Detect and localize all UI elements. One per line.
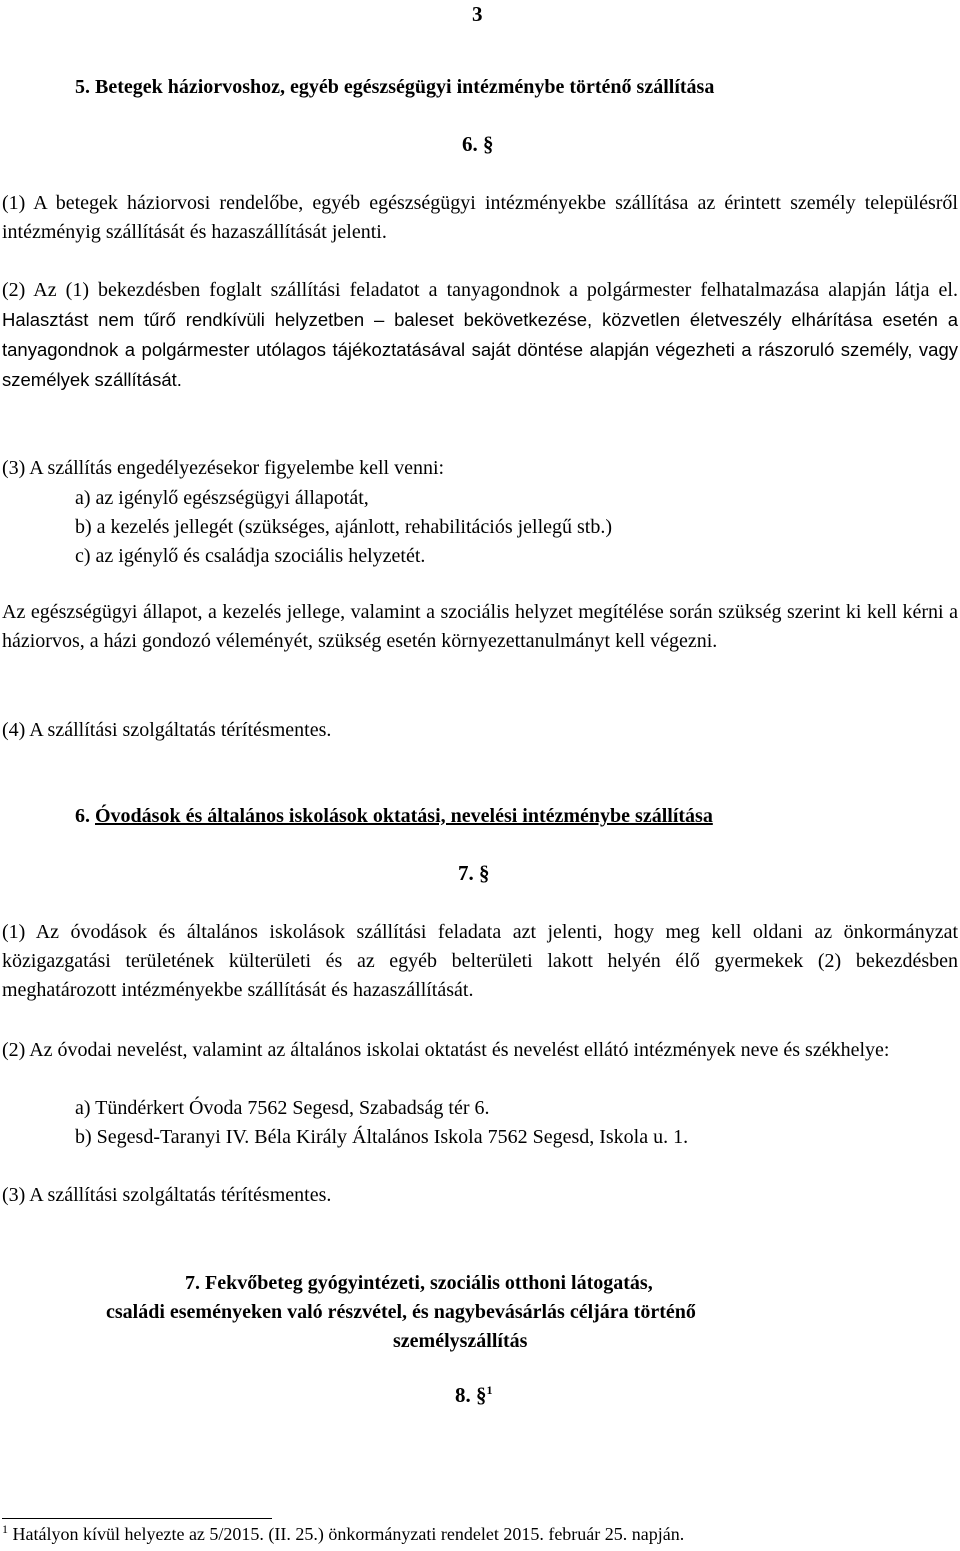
s5-p4: (4) A szállítási szolgáltatás térítésmentes.: [2, 719, 332, 741]
section-7-heading-line-3: személyszállítás: [393, 1330, 528, 1352]
s6-p2-item-b: b) Segesd-Taranyi IV. Béla Király Általános Iskola 7562 Segesd, Iskola u. 1.: [75, 1126, 689, 1148]
section-7-heading-line-2: családi eseményeken való részvétel, és nagybevásárlás céljára történő: [106, 1301, 696, 1323]
s5-p2-first: (2) Az (1) bekezdésben foglalt szállítási feladatot a tanyagondnok a polgármester felhatalmazása alapján látja el.: [2, 279, 958, 301]
page-number: 3: [472, 2, 483, 26]
section-5-heading: 5. Betegek háziorvoshoz, egyéb egészségügyi intézménybe történő szállítása: [75, 76, 715, 98]
s5-p1: (1) A betegek háziorvosi rendelőbe, egyéb egészségügyi intézményekbe szállítása az érintett személy településről intézményig szállítását és hazaszállítását jelenti.: [2, 192, 958, 243]
s5-p2-second: Halasztást nem tűrő rendkívüli helyzetben – baleset bekövetkezése, közvetlen életveszély elhárítása esetén a tanyagondnok a polgármester utólagos tájékoztatásával saját döntése alapján végezheti a rászoruló személy, vagy személyek szállítását.: [2, 309, 958, 390]
paragraph-7-sign: 7. §: [458, 861, 490, 885]
paragraph-8-sign: [455, 1383, 493, 1408]
footnote: [2, 1522, 684, 1545]
s6-p1: (1) Az óvodások és általános iskolások szállítási feladata azt jelenti, hogy meg kell oldani az önkormányzat közigazgatási területének külterületi és az egyéb belterületi lakott helyén élő gyermekek (2) bekezdésben meghatározott intézményekbe szállítását és hazaszállítását.: [2, 921, 958, 1001]
paragraph-6-sign: 6. §: [462, 132, 494, 156]
s6-p2-item-a: a) Tündérkert Óvoda 7562 Segesd, Szabadság tér 6.: [75, 1097, 490, 1119]
s5-p3-item-a: a) az igénylő egészségügyi állapotát,: [75, 487, 369, 509]
section-6-heading-text: Óvodások és általános iskolások oktatási, nevelési intézménybe szállítása: [95, 805, 713, 827]
s5-p2: [2, 276, 958, 395]
s6-p3: (3) A szállítási szolgáltatás térítésmentes.: [2, 1184, 332, 1206]
s6-p2-intro: (2) Az óvodai nevelést, valamint az általános iskolai oktatást és nevelést ellátó intézmények neve és székhelye:: [2, 1039, 890, 1061]
s5-p3-note: Az egészségügyi állapot, a kezelés jellege, valamint a szociális helyzet megítélése során szükség szerint ki kell kérni a háziorvos, a házi gondozó véleményét, szükség esetén környezettanulmányt kell végezni.: [2, 601, 958, 652]
s5-p3-intro: (3) A szállítás engedélyezésekor figyelembe kell venni:: [2, 457, 445, 479]
section-6-heading: [75, 802, 713, 831]
footnote-separator: [2, 1518, 272, 1519]
footnote-text: Hatályon kívül helyezte az 5/2015. (II. 25.) önkormányzati rendelet 2015. február 25. napján.: [12, 1524, 685, 1544]
s5-p3-item-c: c) az igénylő és családja szociális helyzetét.: [75, 545, 426, 567]
section-6-heading-number: 6.: [75, 805, 90, 827]
section-7-heading-line-1: 7. Fekvőbeteg gyógyintézeti, szociális otthoni látogatás,: [185, 1272, 653, 1294]
footnote-reference[interactable]: 1: [486, 1383, 493, 1397]
s5-p3-item-b: b) a kezelés jellegét (szükséges, ajánlott, rehabilitációs jellegű stb.): [75, 516, 613, 538]
paragraph-8-sign-text: 8. §: [455, 1383, 487, 1407]
footnote-mark: 1: [2, 1522, 8, 1536]
